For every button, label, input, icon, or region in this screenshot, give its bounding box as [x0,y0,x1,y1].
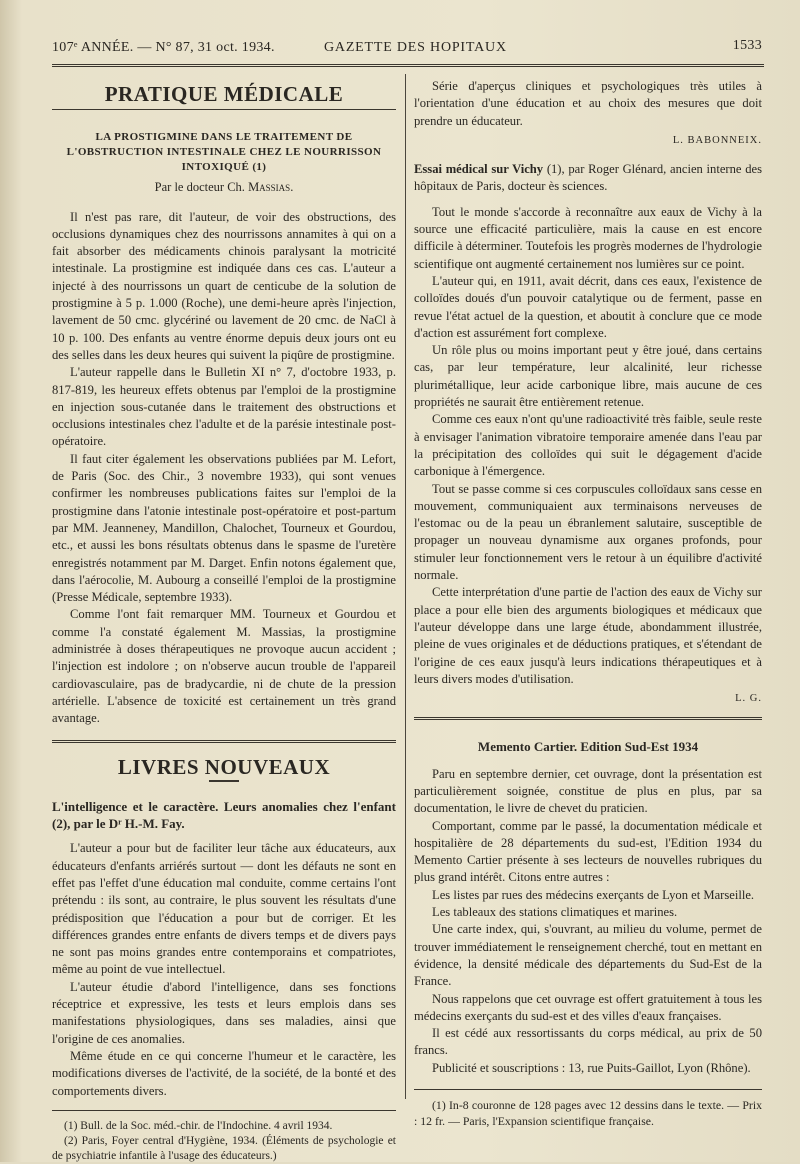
paragraph: Comportant, comme par le passé, la documentation médicale et hospitalière de 28 départements du sud-est, l'Edition 1934 du Memento Cartier présente à ses lecteurs de nouvelles rubriques du plus grand intérêt. Citons entre autres : [414,818,762,885]
footnotes [414,1089,762,1129]
memento-title: Memento Cartier. Edition Sud-Est 1934 [477,739,699,755]
paragraph: Nous rappelons que cet ouvrage est offert gratuitement à tous les médecins exerçants du sud-est et des villes d'eaux françaises. [414,991,762,1023]
right-column [414,78,762,1129]
article-byline [52,179,396,196]
paragraph: Il est cédé aux ressortissants du corps médical, au prix de 50 francs. [414,1026,762,1058]
footnote: (2) Paris, Foyer central d'Hygiène, 1934. (Éléments de psychologie et de psychiatrie infantile à l'usage des éducateurs.) [52,1134,396,1162]
essai-heading [414,161,762,196]
paragraph: L'auteur qui, en 1911, avait décrit, dans ces eaux, l'existence de colloïdes doués d'un pouvoir catalytique ou de ferment, passe en revue l'état actuel de la question, et aboutit à conclure que ce mode d'action est assurément fort complexe. [414,273,762,340]
essai-byline: (1), par Roger Glénard, ancien interne des hôpitaux de Paris, docteur ès sciences. [414,162,762,194]
paragraph: Les listes par rues des médecins exerçants de Lyon et Marseille. [432,887,755,902]
header-rule [52,64,764,69]
paragraph: Tout se passe comme si ces corpuscules colloïdaux sans cesse en mouvement, communiquaient aux terminaisons nerveuses de l'estomac ou de la peau un ébranlement salutaire, susceptible de propager un nouveau dynamisme aux organes profonds, pour stimuler leur fonctionnement vers le retour à un équilibre d'activité normale. [414,481,762,583]
paragraph: Même étude en ce qui concerne l'humeur et le caractère, les modifications diverses de l'activité, de la société, de la bonté et des comportements divers. [52,1048,396,1098]
paragraph: Un rôle plus ou moins important peut y être joué, dans certains cas, par leur température, leur alcalinité, leur richesse plurimétallique, leur acide carbonique libre, mais aucune de ces propriétés ne saurait être entièrement retenue. [414,343,762,410]
paragraph: Série d'aperçus cliniques et psychologiques très utiles à l'orientation d'une éducation et au choix des mesures que doit prendre un éducateur. [414,79,762,128]
article-title: LA PROSTIGMINE DANS LE TRAITEMENT DE L'OBSTRUCTION INTESTINALE CHEZ LE NOURRISSON INTOXIQUÉ (1) [66,131,382,174]
paragraph: Les tableaux des stations climatiques et marines. [432,905,678,920]
footnote: (1) Bull. de la Soc. méd.-chir. de l'Indochine. 4 avril 1934. [64,1119,333,1132]
paragraph: Il faut citer également les observations publiées par M. Lefort, de Paris (Soc. des Chir., 3 novembre 1933), qui sont venues confirmer les nombreuses publications faites sur l'emploi de la prostigmine dans l'atonie intestinale post-opératoire et post-partum par MM. Jeanneney, Mandillon, Chalochet, Tourneux et Gourdou, etc., et aussi les bons résultats obtenus dans le spasme de l'uretère enregistrés notamment par M. Darget. Enfin notons également que, dans l'aérocolie, M. Aubourg a conseillé l'emploi de la prostigmine (Presse Médicale, septembre 1933). [52,451,396,605]
paragraph: Une carte index, qui, s'ouvrant, au milieu du volume, permet de trouver immédiatement le renseignement cherché, tout en mettant en évidence, la densité médicale des départements du Sud-Est de la France. [414,922,762,989]
left-column [52,78,396,1164]
paragraph: Tout le monde s'accorde à reconnaître aux eaux de Vichy à la source une efficacité particulière, mais la cause en est encore difficile à déterminer. Toutefois les progrès modernes de l'hydrologie scientifique ont augmenté certainement nos lumières sur ce point. [414,204,762,271]
paragraph: L'auteur rappelle dans le Bulletin XI n° 7, d'octobre 1933, p. 817-819, les heureux effets obtenus par l'emploi de la prostigmine en injection sous-cutanée dans le traitement des obstructions et occlusions intestinales chez l'adulte et de la parésie intestinale post-opératoire. [52,365,396,449]
column-divider [405,74,406,1099]
byline-prefix: Par le docteur Ch. [154,180,245,195]
footnote: (1) In-8 couronne de 128 pages avec 12 dessins dans le texte. — Prix : 12 fr. — Paris, l'Expansion scientifique française. [414,1098,762,1128]
paragraph: Publicité et souscriptions : 13, rue Puits-Gaillot, Lyon (Rhône). [432,1060,751,1075]
paragraph: Il n'est pas rare, dit l'auteur, de voir des obstructions, des occlusions dynamiques chez des nourrissons annamites à qui on a fait absorber des médicaments chinois paralysant la motricité intestinale. La prostigmine est indiquée dans ces cas. L'auteur a injecté à des nourrissons un quart de centicube de la solution de prostigmine à 5 p. 1.000 (Roche), une demi-heure après l'injection, lavement de 50 cmc. glycériné ou lavement de 20 cmc. de NaCl à 10 p. 100. Des enfants au ventre énorme depuis deux jours ont eu des selles dans les deux heures qui suivent la piqûre de prostigmine. [52,209,396,362]
paragraph: L'auteur a pour but de faciliter leur tâche aux éducateurs, aux éducateurs d'enfants arriérés surtout — dont les défauts ne sont en effet pas l'effet d'une éducation mal conduite, comme certains l'ont prétendu : ils sont, au contraire, le plus souvent les résultats d'une prédisposition que l'éducation a pour but de corriger. Et les différences grandes entre enfants de divers temps et de divers pays ne sont pas moins grandes entre contemporains et compatriotes, même au point de vue intellectuel. [52,841,396,977]
short-rule [209,780,239,782]
section-title-pratique: PRATIQUE MÉDICALE [104,82,344,106]
book-title: L'intelligence et le caractère. Leurs anomalies chez l'enfant (2), par le Dʳ H.-M. Fay. [52,798,396,832]
section-rule [414,717,762,722]
paragraph: Cette interprétation d'une partie de l'action des eaux de Vichy sur place a pour elle bien des arguments biologiques et médicaux que l'auteur développe dans une large étude, abondamment illustrée, pleine de vues originales et de déductions pratiques, et s'étendant de l'origine de ces eaux jusqu'à leurs indications thérapeutiques et à leurs divers modes d'utilisation. [414,585,762,686]
signature: L. BABONNEIX. [672,134,762,146]
issue-info: 107ᵉ ANNÉE. — N° 87, 31 oct. 1934. [52,40,275,55]
byline-author: Massias. [248,180,294,195]
paragraph: Paru en septembre dernier, cet ouvrage, dont la présentation est particulièrement soignée, constitue de plus en plus, par sa documentation, le livre de chevet du praticien. [414,766,762,816]
journal-title: GAZETTE DES HOPITAUX [324,40,507,55]
section-underline [52,109,396,110]
signature: L. G. [735,693,762,705]
paragraph: L'auteur étudie d'abord l'intelligence, dans ses fonctions réceptrice et expressive, les tests et leurs emplois dans ses manifestations physiologiques, dans ses maladies, ainsi que l'origine de ces anomalies. [52,979,396,1046]
paragraph: Comme ces eaux n'ont qu'une radioactivité très faible, seule reste à envisager l'animation vibratoire temporaire amenée dans l'eau par la précipitation des colloïdes qui suit le dégagement d'acide carbonique à l'émergence. [414,412,762,479]
section-title-livres: LIVRES NOUVEAUX [117,754,331,779]
footnotes [52,1110,396,1164]
section-rule [52,740,396,745]
running-header [52,40,762,62]
essai-title: Essai médical sur Vichy [414,162,544,177]
page-number: 1533 [732,38,762,53]
paragraph: Comme l'ont fait remarquer MM. Tourneux et Gourdou et comme l'a constaté également M. Massias, la prostigmine administrée à doses thérapeutiques ne provoque aucun accident ; l'injection est indolore ; on n'observe aucun trouble de l'appareil cardiovasculaire, pas de bradycardie, ni de chute de la pression artérielle. L'absence de toxicité est certainement un très grand avantage. [52,607,396,726]
